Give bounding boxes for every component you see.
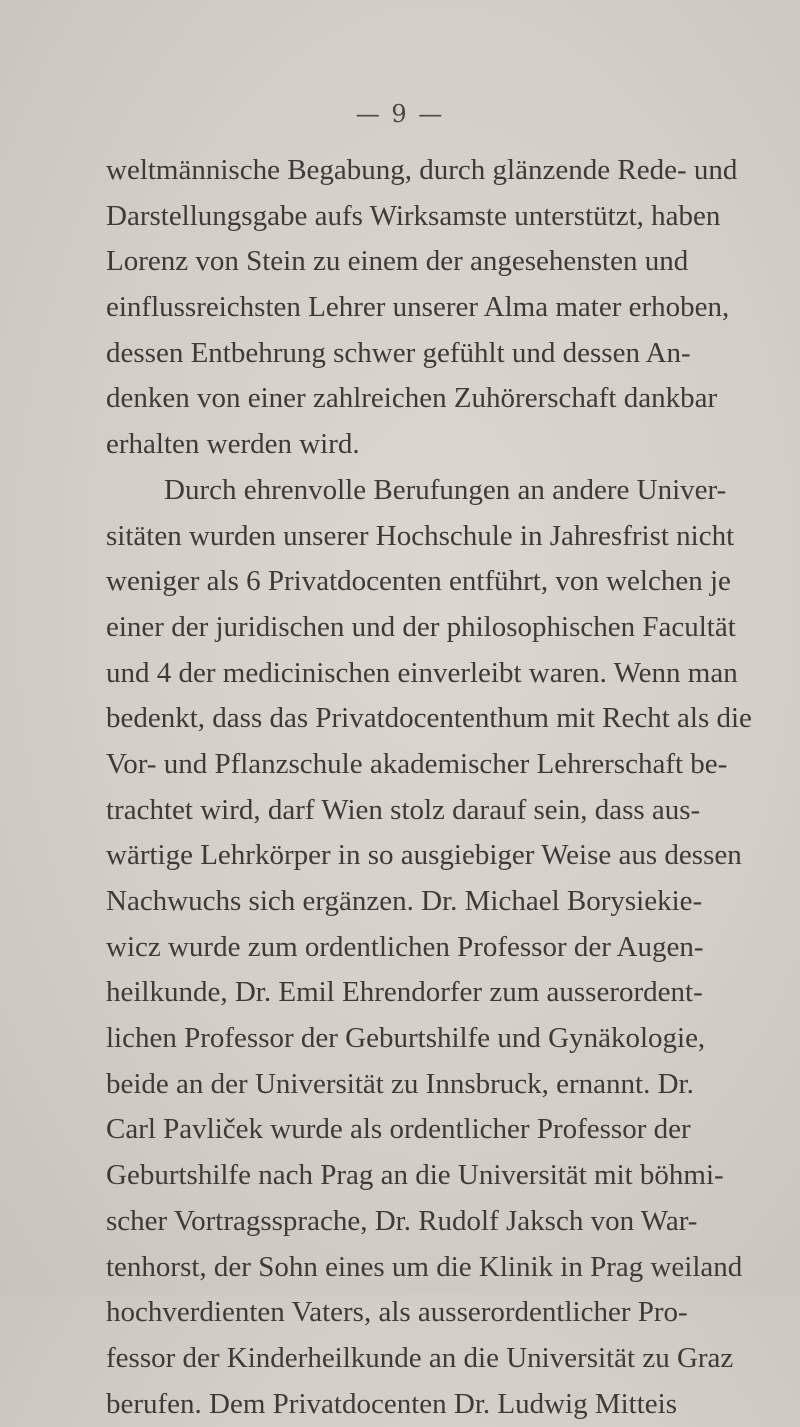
page-number: — 9 — (355, 100, 445, 128)
text-line: sitäten wurden unserer Hochschule in Jahresfrist nicht (106, 519, 735, 552)
body-text (106, 148, 752, 1427)
text-line: weltmännische Begabung, durch glänzende Rede- und (106, 154, 738, 186)
text-line: weniger als 6 Privatdocenten entführt, von welchen je (106, 565, 731, 598)
text-line: Durch ehrenvolle Berufungen an andere Univer- (164, 473, 727, 506)
text-line: bedenkt, dass das Privatdocententhum mit Recht als die (106, 702, 752, 735)
text-line: Carl Pavliček wurde als ordentlicher Professor der (106, 1113, 691, 1146)
text-line: fessor der Kinderheilkunde an die Universität zu Graz (106, 1341, 734, 1374)
text-line: wicz wurde zum ordentlichen Professor der Augen- (106, 930, 704, 963)
text-line: Nachwuchs sich ergänzen. Dr. Michael Borysiekie- (106, 885, 703, 917)
text-line: wärtige Lehrkörper in so ausgiebiger Weise aus dessen (106, 839, 742, 872)
text-line: dessen Entbehrung schwer gefühlt und dessen An- (106, 336, 691, 369)
text-line: beide an der Universität zu Innsbruck, ernannt. Dr. (106, 1067, 694, 1100)
text-line: scher Vortragssprache, Dr. Rudolf Jaksch von War- (106, 1204, 698, 1237)
text-line: Geburtshilfe nach Prag an die Universität mit böhmi- (106, 1159, 724, 1192)
text-line: tenhorst, der Sohn eines um die Klinik in Prag weiland (106, 1250, 743, 1283)
text-line: lichen Professor der Geburtshilfe und Gynäkologie, (106, 1022, 706, 1055)
text-line: Vor- und Pflanzschule akademischer Lehrerschaft be- (106, 747, 728, 780)
text-line: berufen. Dem Privatdocenten Dr. Ludwig Mitteis (106, 1387, 678, 1420)
text-line: einer der juridischen und der philosophischen Facultät (106, 610, 736, 643)
text-line: trachtet wird, darf Wien stolz darauf sein, dass aus- (106, 793, 701, 826)
text-line: und 4 der medicinischen einverleibt waren. Wenn man (106, 656, 738, 689)
text-line: hochverdienten Vaters, als ausserordentlicher Pro- (106, 1296, 688, 1329)
text-line: erhalten werden wird. (106, 428, 360, 461)
text-line: denken von einer zahlreichen Zuhörerschaft dankbar (106, 382, 718, 415)
text-line: einflussreichsten Lehrer unserer Alma mater erhoben, (106, 291, 730, 324)
text-line: heilkunde, Dr. Emil Ehrendorfer zum ausserordent- (106, 976, 703, 1009)
text-line: Darstellungsgabe aufs Wirksamste unterstützt, haben (106, 199, 721, 232)
text-line: Lorenz von Stein zu einem der angesehensten und (106, 245, 689, 278)
